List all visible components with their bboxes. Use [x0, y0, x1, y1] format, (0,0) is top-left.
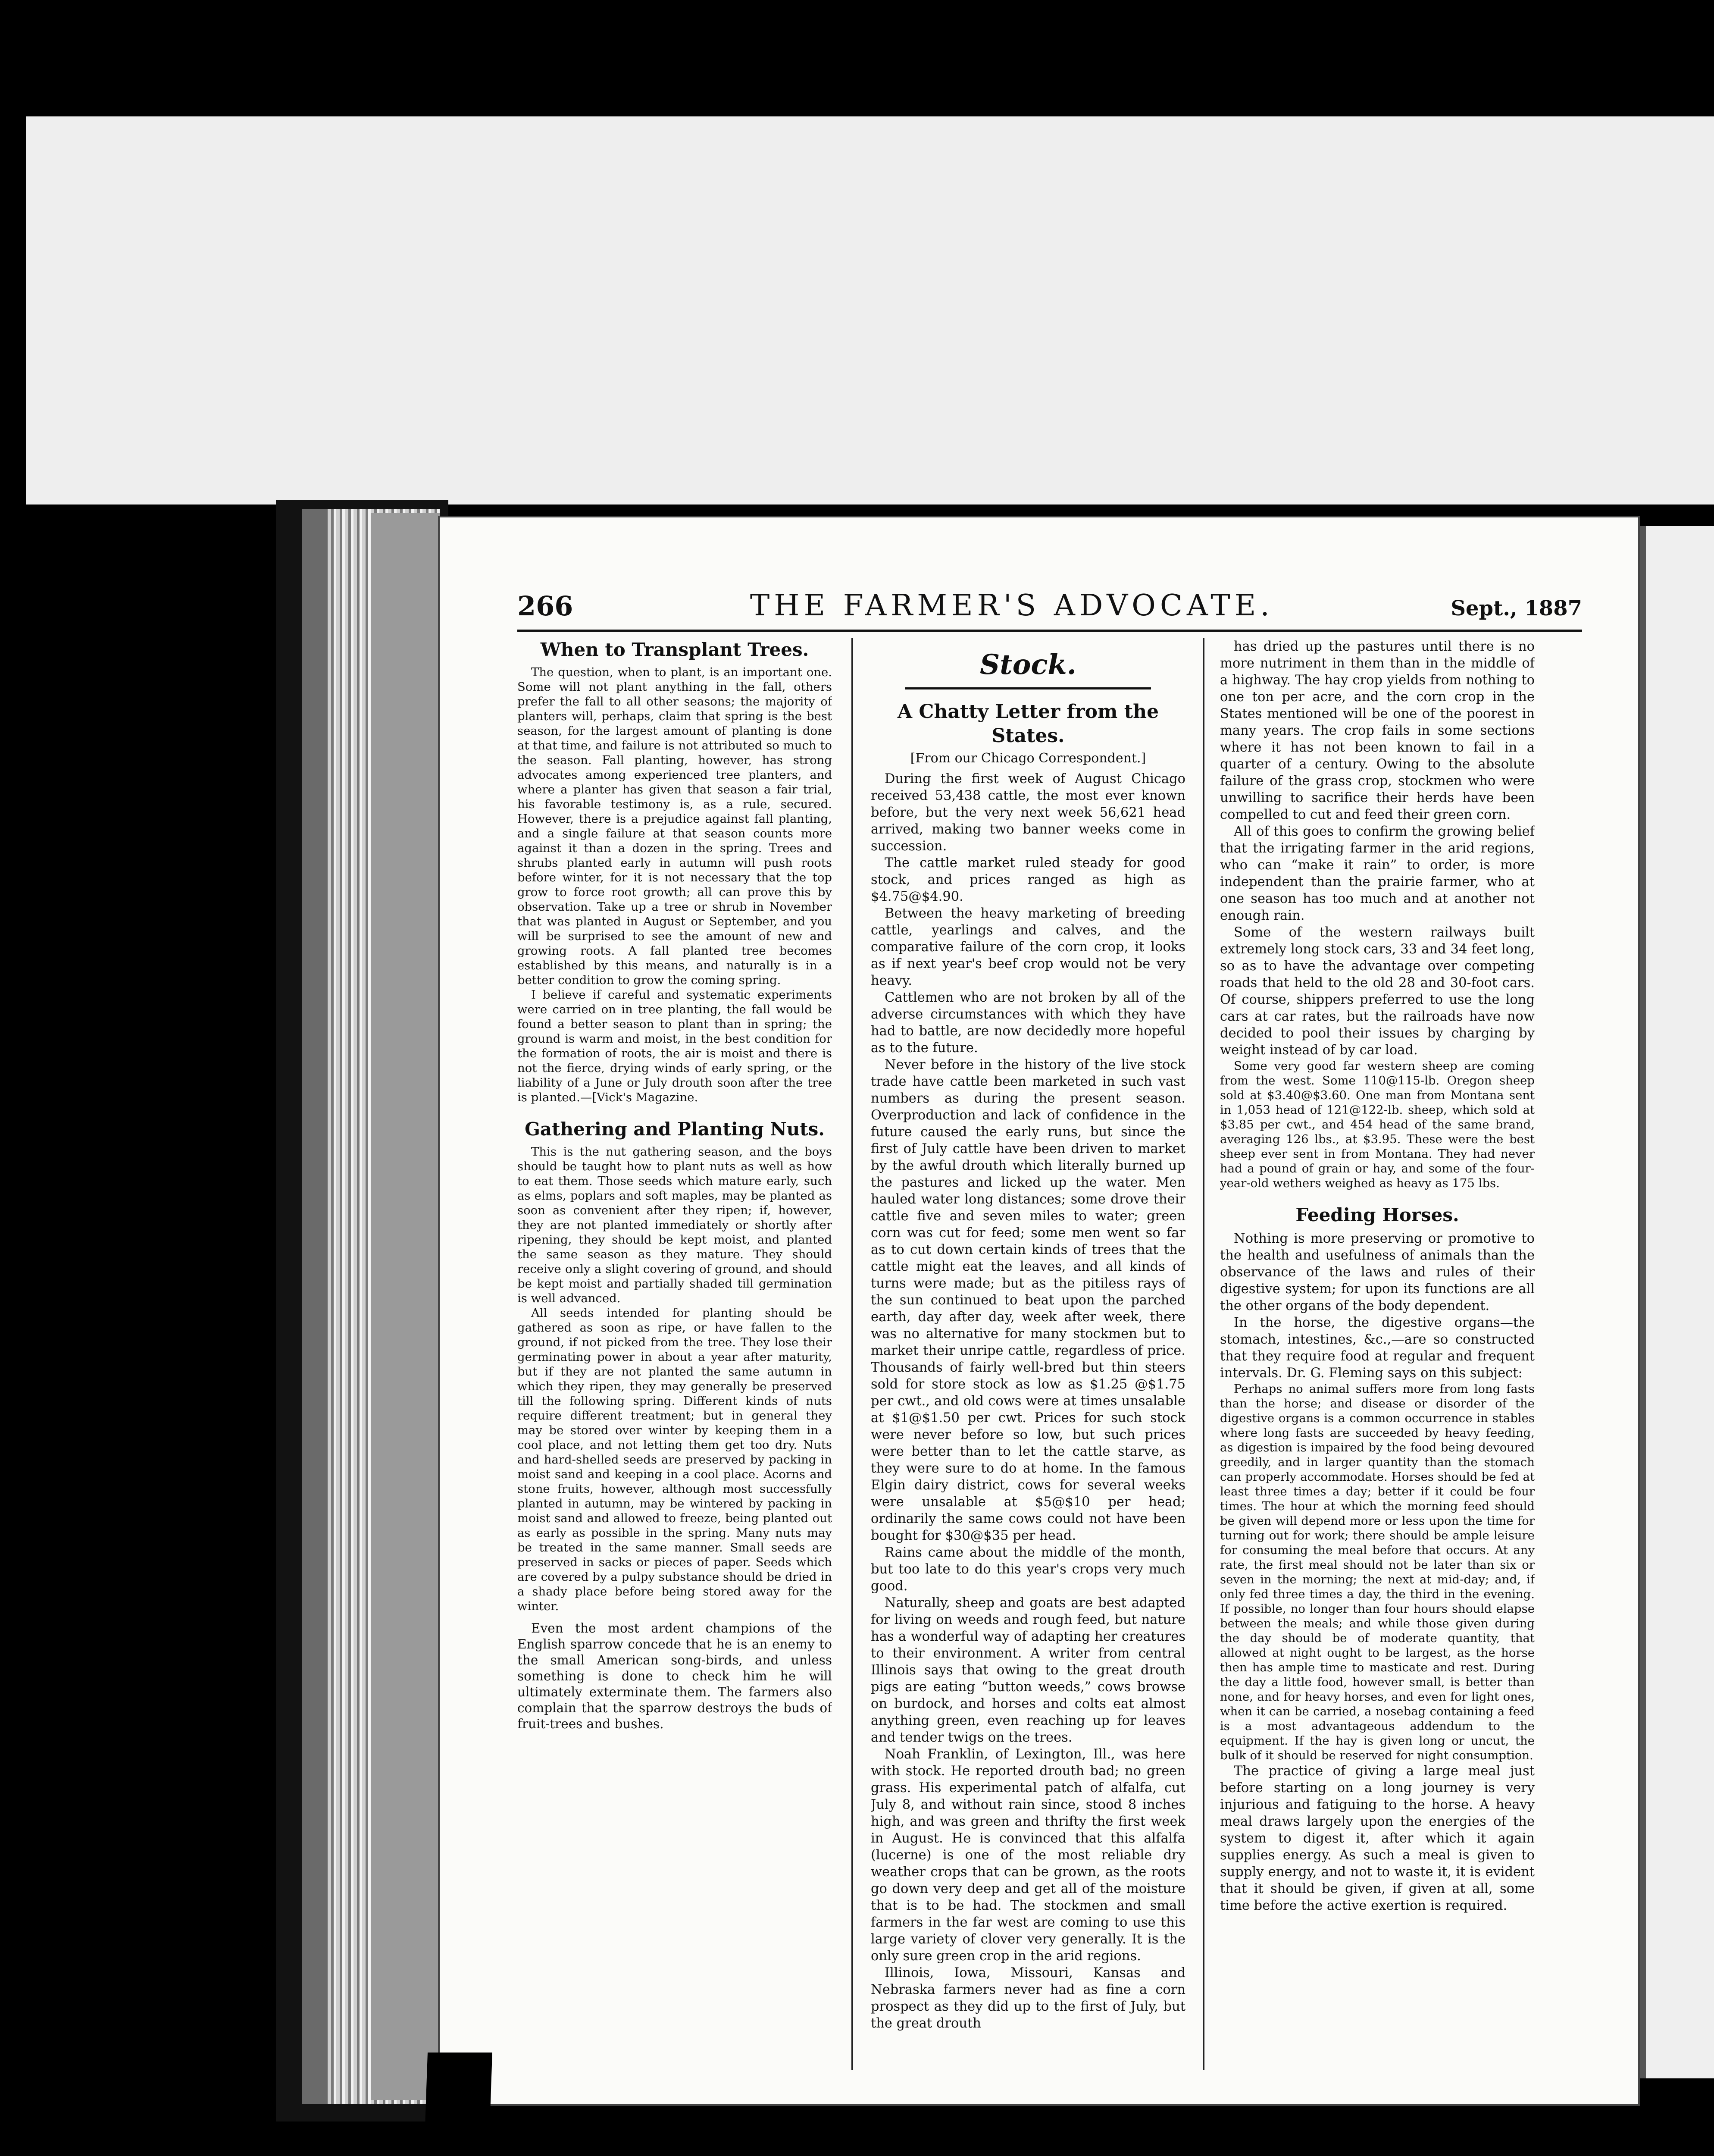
article-paragraph: has dried up the pastures until there is no more nutriment in them than in the middle of a highway. The hay crop yields from nothing to one ton per acre, and the corn crop in the States mentioned will be one of the poorest in many years. The crop fails in some sections where it has not been known to fail in a quarter of a century. Owing to the absolute failure of the grass crop, stockmen who were unwilling to sacrifice their herds have been compelled to cut and feed their green corn. — [1220, 639, 1535, 822]
department-rule — [905, 687, 1151, 689]
article-paragraph-quote: Perhaps no animal suffers more from long fasts than the horse; and disease or disorder of the digestive organs is a common occurrence in stables where long fasts are succeeded by heavy feeding, as digestion is impaired by the food being devoured greedily, and in larger quantity than the stomach can properly accommodate. Horses should be fed at least three times a day; better if it could be four times. The hour at which the morning feed should be given will depend more or less upon the time for turning out for work; there should be ample leisure for consuming the meal before that occurs. At any rate, the first meal should not be later than six or seven in the morning; the next at mid-day; and, if only fed three times a day, the third in the evening. If possible, no longer than four hours should elapse between the meals; and while those given during the day should be of moderate quantity, that allowed at night ought to be largest, as the horse then has ample time to masticate and rest. During the day a little food, however small, is better than none, and for heavy horses, and even for light ones, when it can be carried, a nosebag containing a feed is a most advantageous addendum to the equipment. If the hay is given long or uncut, the bulk of it should be reserved for night consumption. — [1220, 1382, 1535, 1762]
article-paragraph: During the first week of August Chicago received 53,438 cattle, the most ever known before, but the very next week 56,621 head arrived, making two banner weeks come in succession. — [871, 771, 1185, 854]
article-paragraph: Illinois, Iowa, Missouri, Kansas and Nebraska farmers never had as fine a corn prospect as they did up to the first of July, but the great drouth — [871, 1965, 1185, 2031]
article-paragraph: Cattlemen who are not broken by all of the adverse circumstances with which they have had to battle, are now decidedly more hopeful as to the future. — [871, 990, 1185, 1056]
article-paragraph: Never before in the history of the live stock trade have cattle been marketed in such vast numbers as during the present season. Overproduction and lack of confidence in the future caused the early runs, but since the first of July cattle have been driven to market by the awful drouth which literally burned up the pastures and licked up the water. Men hauled water long distances; some drove their cattle five and seven miles to water; green corn was cut for feed; some men went so far as to cut down certain kinds of trees that the cattle might eat the leaves, and all kinds of turns were made; but as the pitiless rays of the sun continued to beat upon the parched earth, day after day, week after week, there was no alternative for many stockmen but to market their unripe cattle, regardless of price. Thousands of fairly well-bred but thin steers sold for store stock as low as $1.25 @$1.75 per cwt., and old cows were at times unsalable at $1@$1.50 per cwt. Prices for such stock were never before so low, but such prices were better than to let the cattle starve, as they were sure to do at home. In the famous Elgin dairy district, cows for several weeks were unsalable at $5@$10 per head; ordinarily the same cows could not have been bought for $30@$35 per head. — [871, 1057, 1185, 1543]
column-rule — [851, 638, 853, 2070]
column-rule — [1203, 638, 1204, 2070]
column-right — [1220, 638, 1535, 2074]
page-gutter — [371, 513, 440, 2100]
article-paragraph: The practice of giving a large meal just before starting on a long journey is very injurious and fatiguing to the horse. A heavy meal draws largely upon the energies of the system to digest it, after which it again supplies energy. As such a meal is given to supply energy, and not to waste it, it is evident that it should be given, if given at all, some time before the active exertion is required. — [1220, 1764, 1535, 1913]
article-heading-transplant-trees: When to Transplant Trees. — [540, 639, 809, 660]
column-left — [517, 638, 832, 2074]
article-paragraph: The cattle market ruled steady for good stock, and prices ranged as high as $4.75@$4.90. — [871, 856, 1185, 904]
article-paragraph: Noah Franklin, of Lexington, Ill., was here with stock. He reported drouth bad; no green grass. His experimental patch of alfalfa, cut July 8, and without rain since, stood 8 inches high, and was green and thrifty the first week in August. He is convinced that this alfalfa (lucerne) is one of the most reliable dry weather crops that can be grown, as the roots go down very deep and get all of the moisture that is to be had. The stockmen and small farmers in the far west are coming to use this large variety of clover very generally. It is the only sure green crop in the arid regions. — [871, 1747, 1185, 1964]
article-paragraph: All of this goes to confirm the growing belief that the irrigating farmer in the arid regions, who can “make it rain” to order, is more independent than the prairie farmer, who at one season has too much and at another not enough rain. — [1220, 824, 1535, 923]
column-middle — [871, 638, 1185, 2074]
article-paragraph: Naturally, sheep and goats are best adapted for living on weeds and rough feed, but nature has a wonderful way of adapting her creatures to their environment. A writer from central Illinois says that owing to the great drouth pigs are eating “button weeds,” cows browse on burdock, and horses and colts eat almost anything green, even reaching up for leaves and tender twigs on the trees. — [871, 1595, 1185, 1745]
article-byline: [From our Chicago Correspondent.] — [910, 751, 1146, 766]
article-paragraph: Nothing is more preserving or promotive to the health and usefulness of animals than the observance of the laws and rules of their digestive system; for upon its functions are all the other organs of the body dependent. — [1220, 1231, 1535, 1313]
article-paragraph-sparrow: Even the most ardent champions of the English sparrow concede that he is an enemy to the small American song-birds, and unless something is done to check him he will ultimately exterminate them. The farmers also complain that the sparrow destroys the buds of fruit-trees and bushes. — [517, 1621, 832, 1731]
newspaper-page — [440, 517, 1638, 2104]
article-heading-chatty-letter: A Chatty Letter from the States. — [897, 701, 1159, 747]
article-paragraph: All seeds intended for planting should be gathered as soon as ripe, or have fallen to the ground, if not picked from the tree. They lose their germinating power in about a year after maturity, but if they are not planted the same autumn in which they ripen, they may generally be preserved till the following spring. Different kinds of nuts require different treatment; but in general they may be stored over winter by keeping them in a cool place, and not letting them get too dry. Nuts and hard-shelled seeds are preserved by packing in moist sand and keeping in a cool place. Acorns and stone fruits, however, although most successfully planted in autumn, may be wintered by packing in moist sand and allowed to freeze, being planted out as early as possible in the spring. Many nuts may be treated in the same manner. Small seeds are preserved in sacks or pieces of paper. Seeds which are covered by a pulpy substance should be dried in a shady place before being stored away for the winter. — [517, 1306, 832, 1613]
article-heading-planting-nuts: Gathering and Planting Nuts. — [525, 1119, 825, 1140]
article-paragraph: Between the heavy marketing of breeding cattle, yearlings and calves, and the comparative failure of the corn crop, it looks as if next year's beef crop would not be very heavy. — [871, 906, 1185, 988]
article-paragraph: In the horse, the digestive organs—the stomach, intestines, &c.,—are so constructed that they require food at regular and frequent intervals. Dr. G. Fleming says on this subject: — [1220, 1315, 1535, 1381]
issue-date: Sept., 1887 — [1451, 596, 1582, 620]
article-paragraph: The question, when to plant, is an important one. Some will not plant anything in the fall, others prefer the fall to all other seasons; the majority of planters will, perhaps, claim that spring is the best season, for the largest amount of planting is done at that time, and failure is not attributed so much to the season. Fall planting, however, has strong advocates among experienced tree planters, and where a planter has given that season a fair trial, his favorable testimony is, as a rule, secured. However, there is a prejudice against fall planting, and a single failure at that season counts more against it than a dozen in the spring. Trees and shrubs planted early in autumn will push roots before winter, for it is not necessary that the top grow to force root growth; all can prove this by observation. Take up a tree or shrub in November that was planted in August or September, and you will be surprised to see the amount of new and growing roots. A fall planted tree becomes established by this means, and naturally is in a better condition to grow the coming spring. — [517, 665, 832, 987]
masthead-title: THE FARMER'S ADVOCATE. — [750, 589, 1274, 623]
page-header — [517, 589, 1582, 632]
facing-page-edge — [1638, 526, 1714, 2078]
department-title-stock: Stock. — [979, 649, 1077, 681]
article-paragraph: Some of the western railways built extremely long stock cars, 33 and 34 feet long, so as to have the advantage over competing roads that held to the old 28 and 30-foot cars. Of course, shippers preferred to use the long cars at car rates, but the railroads have now decided to pool their issues by charging by weight instead of by car load. — [1220, 925, 1535, 1058]
article-paragraph: I believe if careful and systematic experiments were carried on in tree planting, the fall would be found a better season to plant than in spring; the ground is warm and moist, in the best condition for the formation of roots, the air is moist and there is not the fierce, drying winds of early spring, or the liability of a June or July drouth soon after the tree is planted.—[Vick's Magazine. — [517, 988, 832, 1104]
article-paragraph: Some very good far western sheep are coming from the west. Some 110@115-lb. Oregon sheep sold at $3.40@$3.60. One man from Montana sent in 1,053 head of 121@122-lb. sheep, which sold at $3.85 per cwt., and 454 head of the same brand, averaging 126 lbs., at $3.95. These were the best sheep ever sent in from Montana. They had never had a pound of grain or hay, and some of the four-year-old wethers weighed as heavy as 175 lbs. — [1220, 1059, 1535, 1190]
article-heading-feeding-horses: Feeding Horses. — [1295, 1204, 1459, 1225]
page-number: 266 — [517, 590, 573, 622]
article-paragraph: Rains came about the middle of the month, but too late to do this year's crops very much good. — [871, 1545, 1185, 1594]
scan-background-strip — [26, 116, 1714, 505]
article-paragraph: This is the nut gathering season, and the boys should be taught how to plant nuts as well as how to eat them. Those seeds which mature early, such as elms, poplars and soft maples, may be planted as soon as convenient after they ripen; if, however, they are not planted immediately or shortly after ripening, they should be kept moist, and planted the same season as they mature. They should receive only a slight covering of ground, and should be kept moist and partially shaded till germination is well advanced. — [517, 1145, 832, 1305]
